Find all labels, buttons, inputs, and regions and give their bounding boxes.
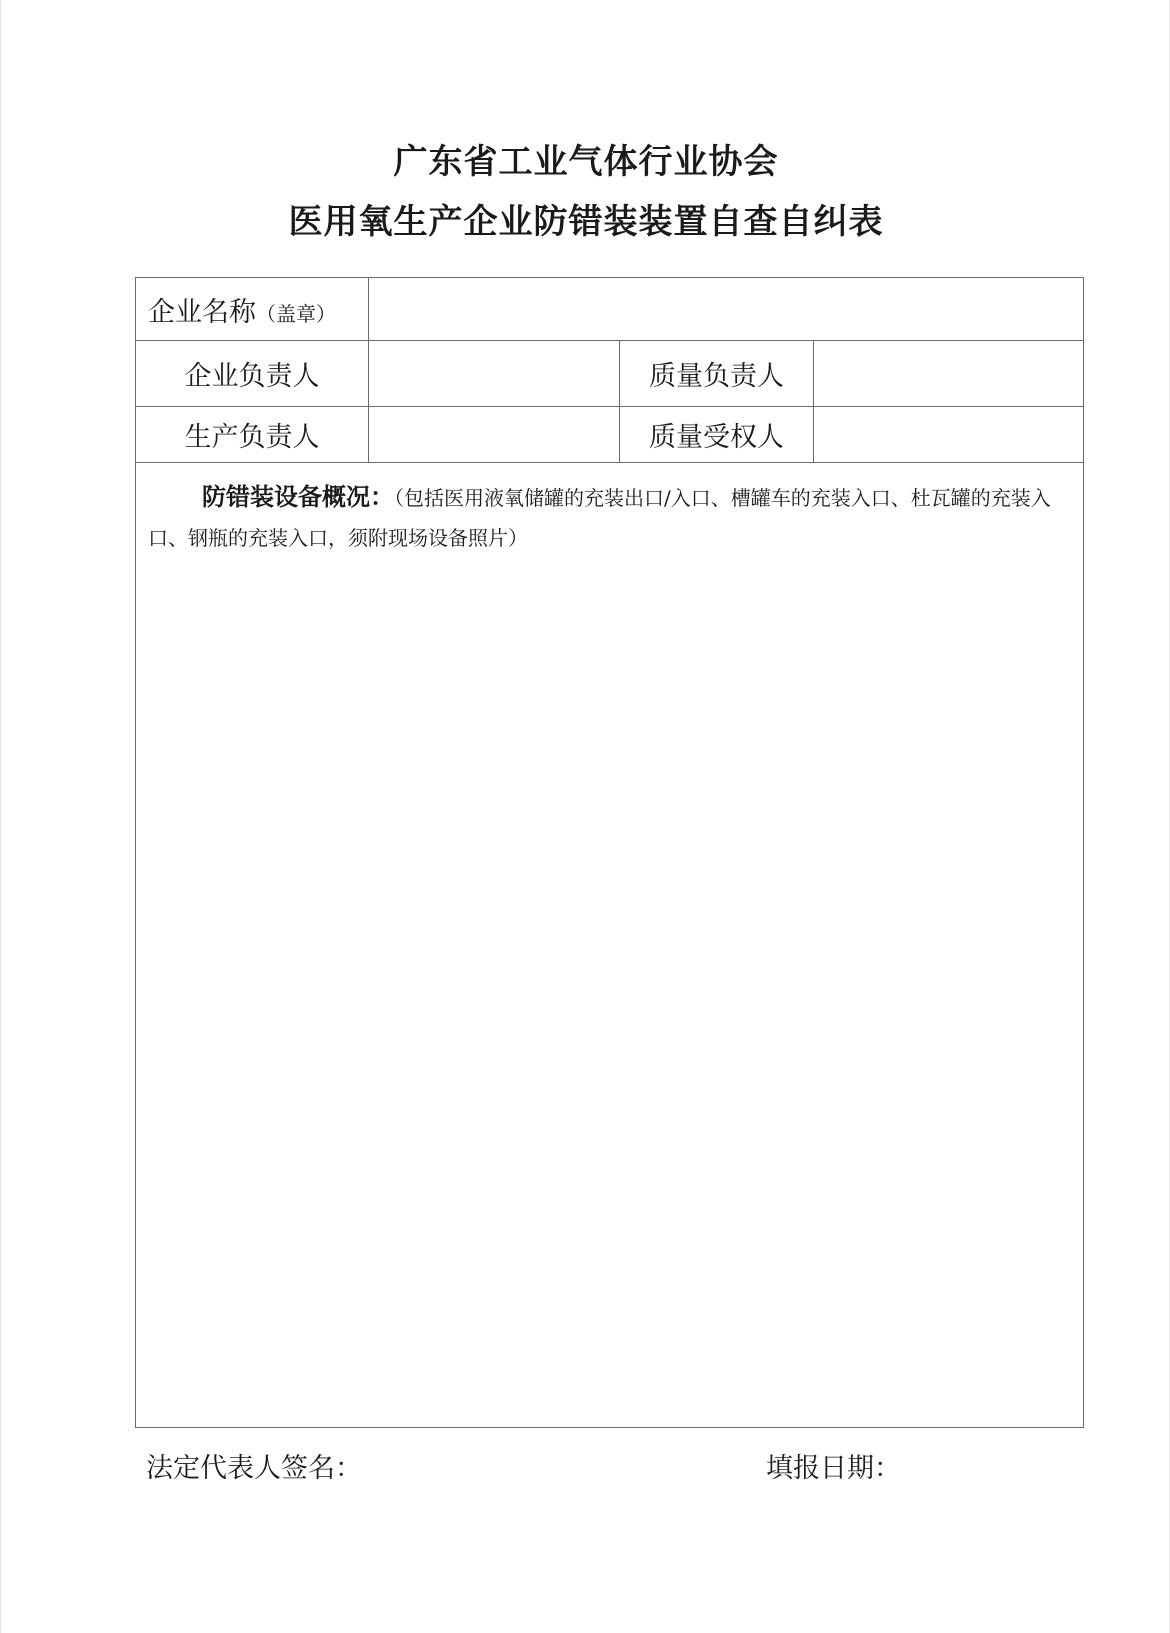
overview-row <box>136 463 1084 1428</box>
self-inspection-form-table <box>135 277 1084 1428</box>
company-name-label: 企业名称 <box>148 296 256 328</box>
company-head-label: 企业负责人 <box>136 341 369 407</box>
fill-date-label: 填报日期： <box>766 1453 901 1484</box>
production-head-field[interactable] <box>369 407 620 463</box>
company-name-row <box>136 278 1084 341</box>
company-name-label-cell <box>136 278 369 341</box>
overview-text <box>136 463 1083 558</box>
company-seal-note: （盖章） <box>256 301 336 326</box>
quality-authorized-label: 质量受权人 <box>620 407 814 463</box>
association-title: 广东省工业气体行业协会 <box>393 142 779 182</box>
overview-field[interactable] <box>136 463 1084 1428</box>
production-quality-row <box>136 407 1084 463</box>
overview-note: （包括医用液氧储罐的充装出口/入口、槽罐车的充装入口、杜瓦罐的充装入口、钢瓶的充装入口，须附现场设备照片） <box>148 486 1051 550</box>
company-name-field[interactable] <box>369 278 1084 341</box>
quality-authorized-field[interactable] <box>814 407 1084 463</box>
production-head-label: 生产负责人 <box>136 407 369 463</box>
company-head-field[interactable] <box>369 341 620 407</box>
quality-head-field[interactable] <box>814 341 1084 407</box>
legal-rep-signature-label: 法定代表人签名： <box>146 1453 362 1484</box>
quality-head-label: 质量负责人 <box>620 341 814 407</box>
form-title: 医用氧生产企业防错装装置自查自纠表 <box>288 202 884 242</box>
overview-label: 防错装设备概况： <box>202 483 394 511</box>
responsible-persons-row <box>136 341 1084 407</box>
